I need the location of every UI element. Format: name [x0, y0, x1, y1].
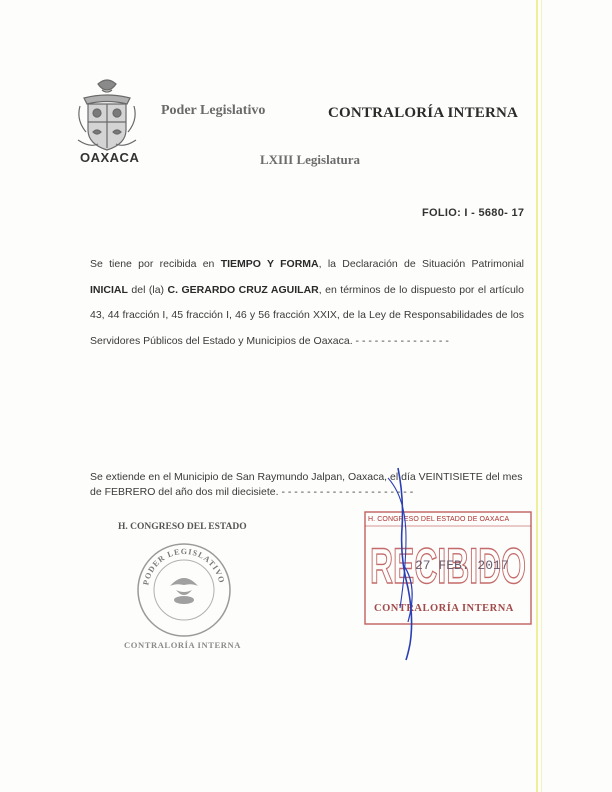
declaration-type: INICIAL	[90, 283, 128, 296]
seal-caption-bottom: CONTRALORÍA INTERNA	[124, 640, 241, 650]
body-text: del (la)	[127, 283, 168, 296]
closing-text: Se extiende en el Municipio de San Raymundo Jalpan, Oaxaca, el día	[90, 471, 419, 483]
stamp-word: RECIBIDO	[370, 538, 526, 594]
seal-caption-top: H. CONGRESO DEL ESTADO	[118, 522, 247, 532]
congress-seal	[112, 522, 272, 662]
closing-paragraph	[90, 470, 524, 500]
eagle-icon	[170, 578, 198, 604]
body-text: , la Declaración de Situación Patrimonial	[318, 258, 525, 270]
seal-ring-text: PODER LEGISLATIVO	[141, 546, 227, 586]
emblem-label: OAXACA	[80, 150, 140, 165]
branch-name: Poder Legislativo	[161, 103, 266, 118]
folio-number: FOLIO: I - 5680- 17	[422, 207, 525, 219]
office-title: CONTRALORÍA INTERNA	[328, 105, 519, 121]
closing-text: del mes de	[90, 471, 523, 498]
day-word: VEINTISIETE	[418, 471, 483, 483]
margin-line-secondary	[541, 0, 542, 792]
stamp-footer: CONTRALORÍA INTERNA	[374, 603, 514, 614]
margin-line	[536, 0, 538, 792]
closing-text: del año dos mil diecisiete. - - - - - - - - - - - - - - - - - - - - -	[155, 486, 414, 498]
month-word: FEBRERO	[104, 486, 156, 498]
stamp-date: 27 FEB. 2017	[415, 558, 509, 573]
signature-icon	[378, 466, 438, 666]
declarant-name: C. GERARDO CRUZ AGUILAR	[167, 283, 319, 296]
timing-phrase: TIEMPO Y FORMA	[220, 258, 319, 270]
body-text: , en términos de lo dispuesto por el artículo 43, 44 fracción I, 45 fracción I, 46 y 56 fracción XXIX, de la Ley de Responsabilidades de los Servidores Públicos del Estado y Municipios de Oaxaca. - - - - - - - - - - - - - - -	[90, 283, 524, 347]
body-text: Se tiene por recibida en	[90, 258, 221, 270]
congress-seal-emblem	[134, 540, 234, 640]
legislature-title: LXIII Legislatura	[260, 152, 361, 167]
declaration-paragraph	[90, 252, 524, 354]
oaxaca-crest-icon	[76, 76, 138, 158]
stamp-header: H. CONGRESO DEL ESTADO DE OAXACA	[368, 516, 510, 523]
